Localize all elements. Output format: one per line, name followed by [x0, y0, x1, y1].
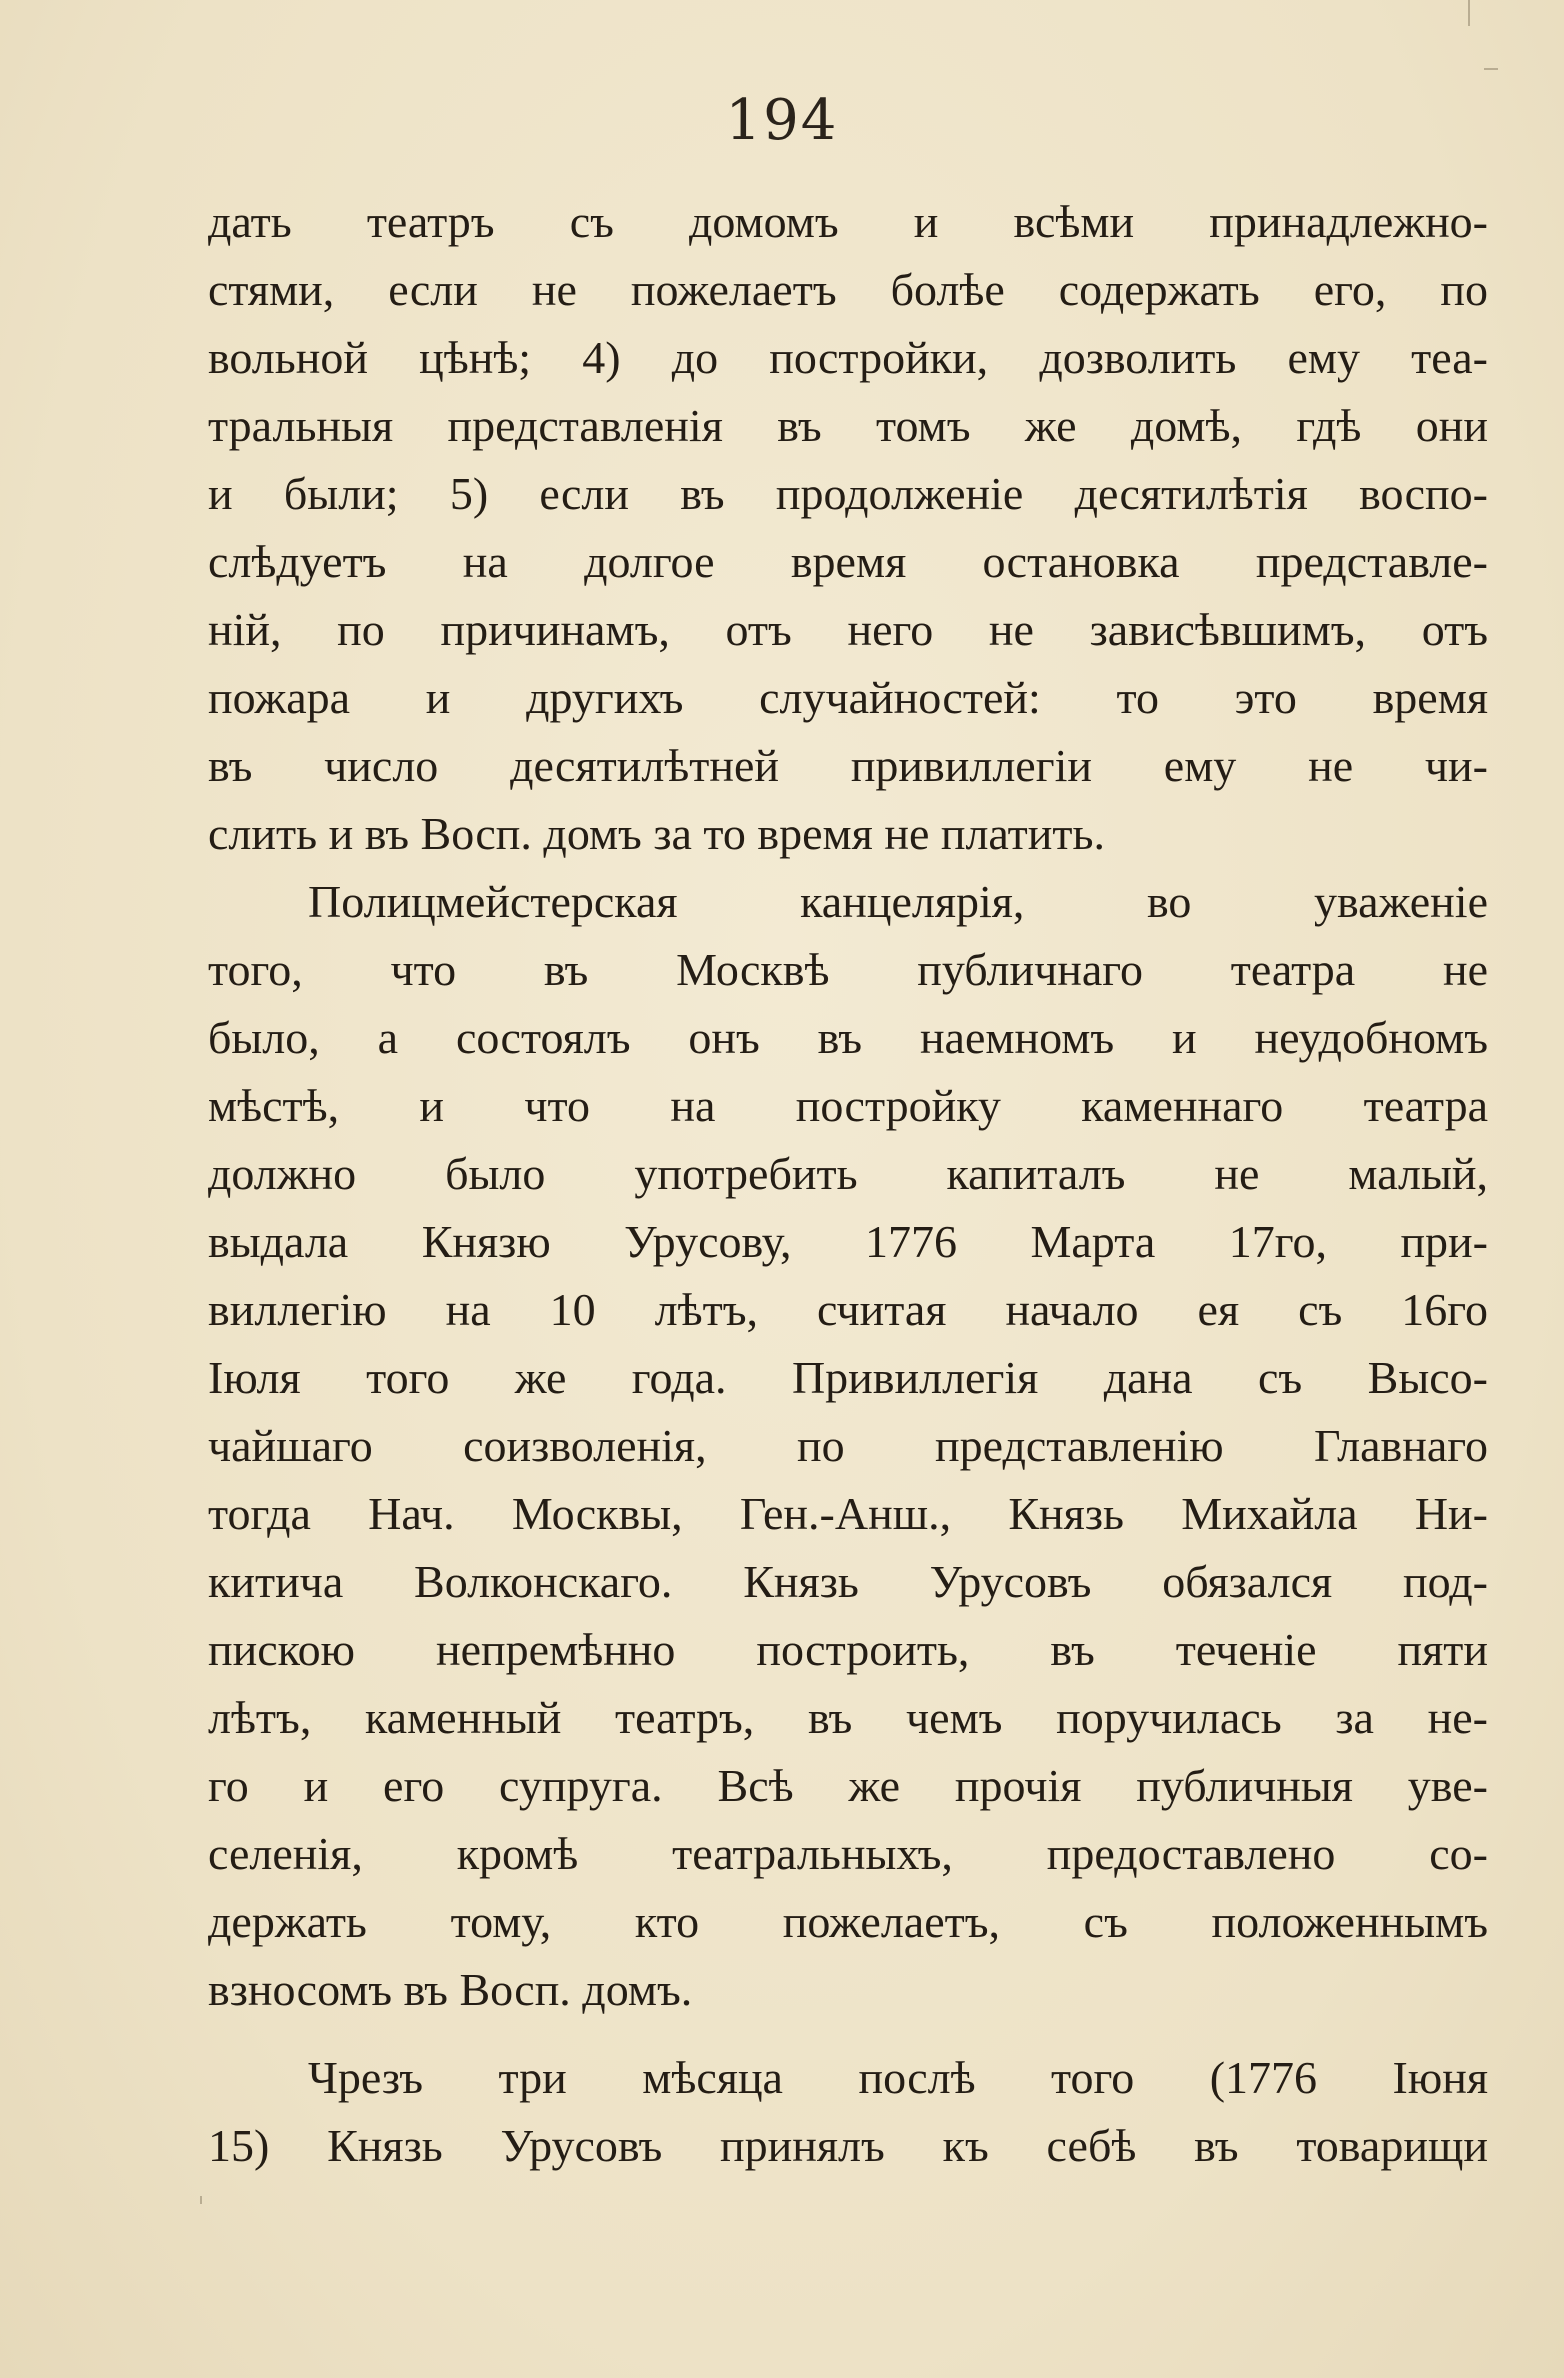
page-mark [1484, 68, 1498, 70]
text-line: виллегію на 10 лѣтъ, считая начало ея съ 16го [208, 1284, 1488, 1335]
text-line: держать тому, кто пожелаетъ, съ положеннымъ [208, 1896, 1488, 1947]
text-line: Іюля того же года. Привиллегія дана съ Высо- [208, 1352, 1488, 1403]
paragraph-2 [208, 868, 1488, 2024]
text-line: лѣтъ, каменный театръ, въ чемъ поручилась за не- [208, 1692, 1488, 1743]
text-line: выдала Князю Урусову, 1776 Марта 17го, при- [208, 1216, 1488, 1267]
text-line: взносомъ въ Восп. домъ. [208, 1964, 693, 2015]
text-line: китича Волконскаго. Князь Урусовъ обязался под- [208, 1556, 1488, 1607]
text-line: Полицмейстерская канцелярія, во уваженіе [308, 876, 1488, 927]
text-line: тральныя представленія въ томъ же домѣ, гдѣ они [208, 400, 1488, 451]
page-mark [200, 2196, 202, 2204]
text-line: дать театръ съ домомъ и всѣми принадлежно- [208, 196, 1488, 247]
text-line: пожара и другихъ случайностей: то это время [208, 672, 1488, 723]
text-line: мѣстѣ, и что на постройку каменнаго театра [208, 1080, 1488, 1131]
text-line: селенія, кромѣ театральныхъ, предоставлено со- [208, 1828, 1488, 1879]
page-text [208, 188, 1488, 2180]
text-line: Чрезъ три мѣсяца послѣ того (1776 Іюня [308, 2052, 1488, 2103]
paragraph-1 [208, 188, 1488, 868]
text-line: 15) Князь Урусовъ принялъ къ себѣ въ товарищи [208, 2120, 1488, 2171]
text-line: было, а состоялъ онъ въ наемномъ и неудобномъ [208, 1012, 1488, 1063]
paragraph-spacing [208, 2024, 1488, 2044]
text-line: чайшаго соизволенія, по представленію Главнаго [208, 1420, 1488, 1471]
text-line: пискою непремѣнно построить, въ теченіе пяти [208, 1624, 1488, 1675]
text-line: въ число десятилѣтней привиллегіи ему не чи- [208, 740, 1488, 791]
text-line: слить и въ Восп. домъ за то время не платить. [208, 808, 1105, 859]
text-line: го и его супруга. Всѣ же прочія публичныя уве- [208, 1760, 1488, 1811]
text-line: тогда Нач. Москвы, Ген.-Анш., Князь Михайла Ни- [208, 1488, 1488, 1539]
page-mark [1468, 0, 1470, 26]
text-line: того, что въ Москвѣ публичнаго театра не [208, 944, 1488, 995]
text-line: вольной цѣнѣ; 4) до постройки, дозволить ему теа- [208, 332, 1488, 383]
paragraph-3 [208, 2044, 1488, 2180]
page-number: 194 [725, 88, 839, 153]
text-line: и были; 5) если въ продолженіе десятилѣтія воспо- [208, 468, 1488, 519]
text-line: должно было употребить капиталъ не малый, [208, 1148, 1488, 1199]
text-line: стями, если не пожелаетъ болѣе содержать его, по [208, 264, 1488, 315]
text-line: слѣдуетъ на долгое время остановка представле- [208, 536, 1488, 587]
text-line: ній, по причинамъ, отъ него не зависѣвшимъ, отъ [208, 604, 1488, 655]
